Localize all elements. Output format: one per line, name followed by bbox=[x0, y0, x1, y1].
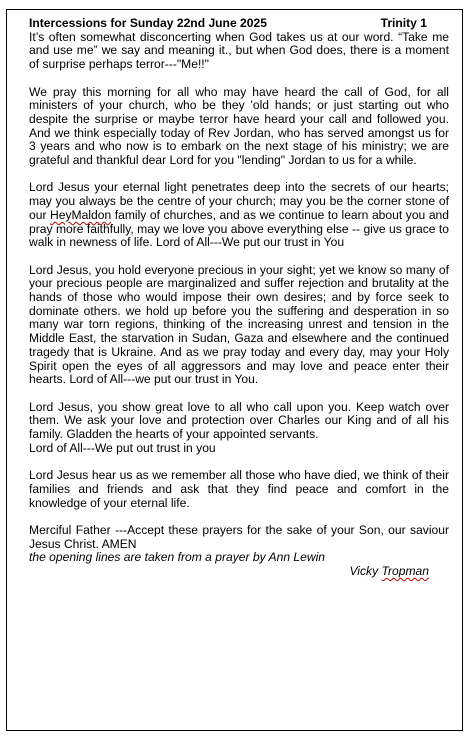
eternal-light-text-end: family of churches, and as we continue to learn about you and pray more faithfully, may we love you above everything else -- give us grace to walk in newness of life. Lord of All---We put our trust in You bbox=[29, 207, 449, 250]
eternal-light-paragraph bbox=[29, 181, 449, 250]
signature bbox=[29, 565, 449, 579]
attribution-note: the opening lines are taken from a prayer by Ann Lewin bbox=[29, 550, 326, 565]
intercessions-text bbox=[29, 17, 449, 579]
spellcheck-flagged-word: HeyMaldon bbox=[50, 207, 112, 222]
opening-paragraph: It’s often somewhat disconcerting when God takes us at our word. “Take me and use me” we say and meaning it., but when God does, there is a moment of surprise perhaps terror---"Me!!" bbox=[29, 29, 449, 72]
signature-surname: Tropman bbox=[381, 564, 429, 579]
season-label: Trinity 1 bbox=[380, 16, 427, 30]
eternal-light-text-start: Lord Jesus your eternal light penetrates deep into the secrets of our hearts; may you always be the centre of your church; may you be the corner stone of our bbox=[29, 180, 449, 222]
king-response: Lord of All---We put out trust in you bbox=[29, 440, 216, 455]
ministers-paragraph: We pray this morning for all who may have heard the call of God, for all ministers of your church, who be they 'old hands; or just starting out who despite the surprise or maybe terror have heard your call and followed you. And we think especially today of Rev Jordan, who has served amongst us for 3 years and who now is to embark on the next stage of his ministry; we are grateful and thankful dear Lord for you "lending" Jordan to us for a while. bbox=[29, 84, 449, 168]
suffering-paragraph: Lord Jesus, you hold everyone precious in your sight; yet we know so many of your precious people are marginalized and suffer rejection and brutality at the hands of those who would impose their own desires; and by force seek to dominate others. we hold up before you the suffering and desperation in so many war torn regions, thinking of the increasing unrest and tension in the Middle East, the starvation in Sudan, Gaza and elsewhere and the continued tragedy that is Ukraine. And as we pray today and every day, may your Holy Spirit open the eyes of all aggressors and may love and peace enter their hearts. Lord of All---we put our trust in You. bbox=[29, 262, 449, 387]
closing-prayer: Merciful Father ---Accept these prayers for the sake of your Son, our saviour Jesus Christ. AMEN bbox=[29, 522, 449, 551]
signature-first-name: Vicky bbox=[349, 564, 382, 579]
king-paragraph: Lord Jesus, you show great love to all who call upon you. Keep watch over them. We ask your love and protection over Charles our King and of all his family. Gladden the hearts of your appointed servants. bbox=[29, 399, 449, 442]
header bbox=[29, 17, 449, 31]
document-page bbox=[6, 9, 463, 731]
departed-paragraph: Lord Jesus hear us as we remember all those who have died, we think of their families and friends and ask that they find peace and comfort in the knowledge of your eternal life. bbox=[29, 468, 449, 510]
page-title: Intercessions for Sunday 22nd June 2025 bbox=[29, 16, 267, 30]
